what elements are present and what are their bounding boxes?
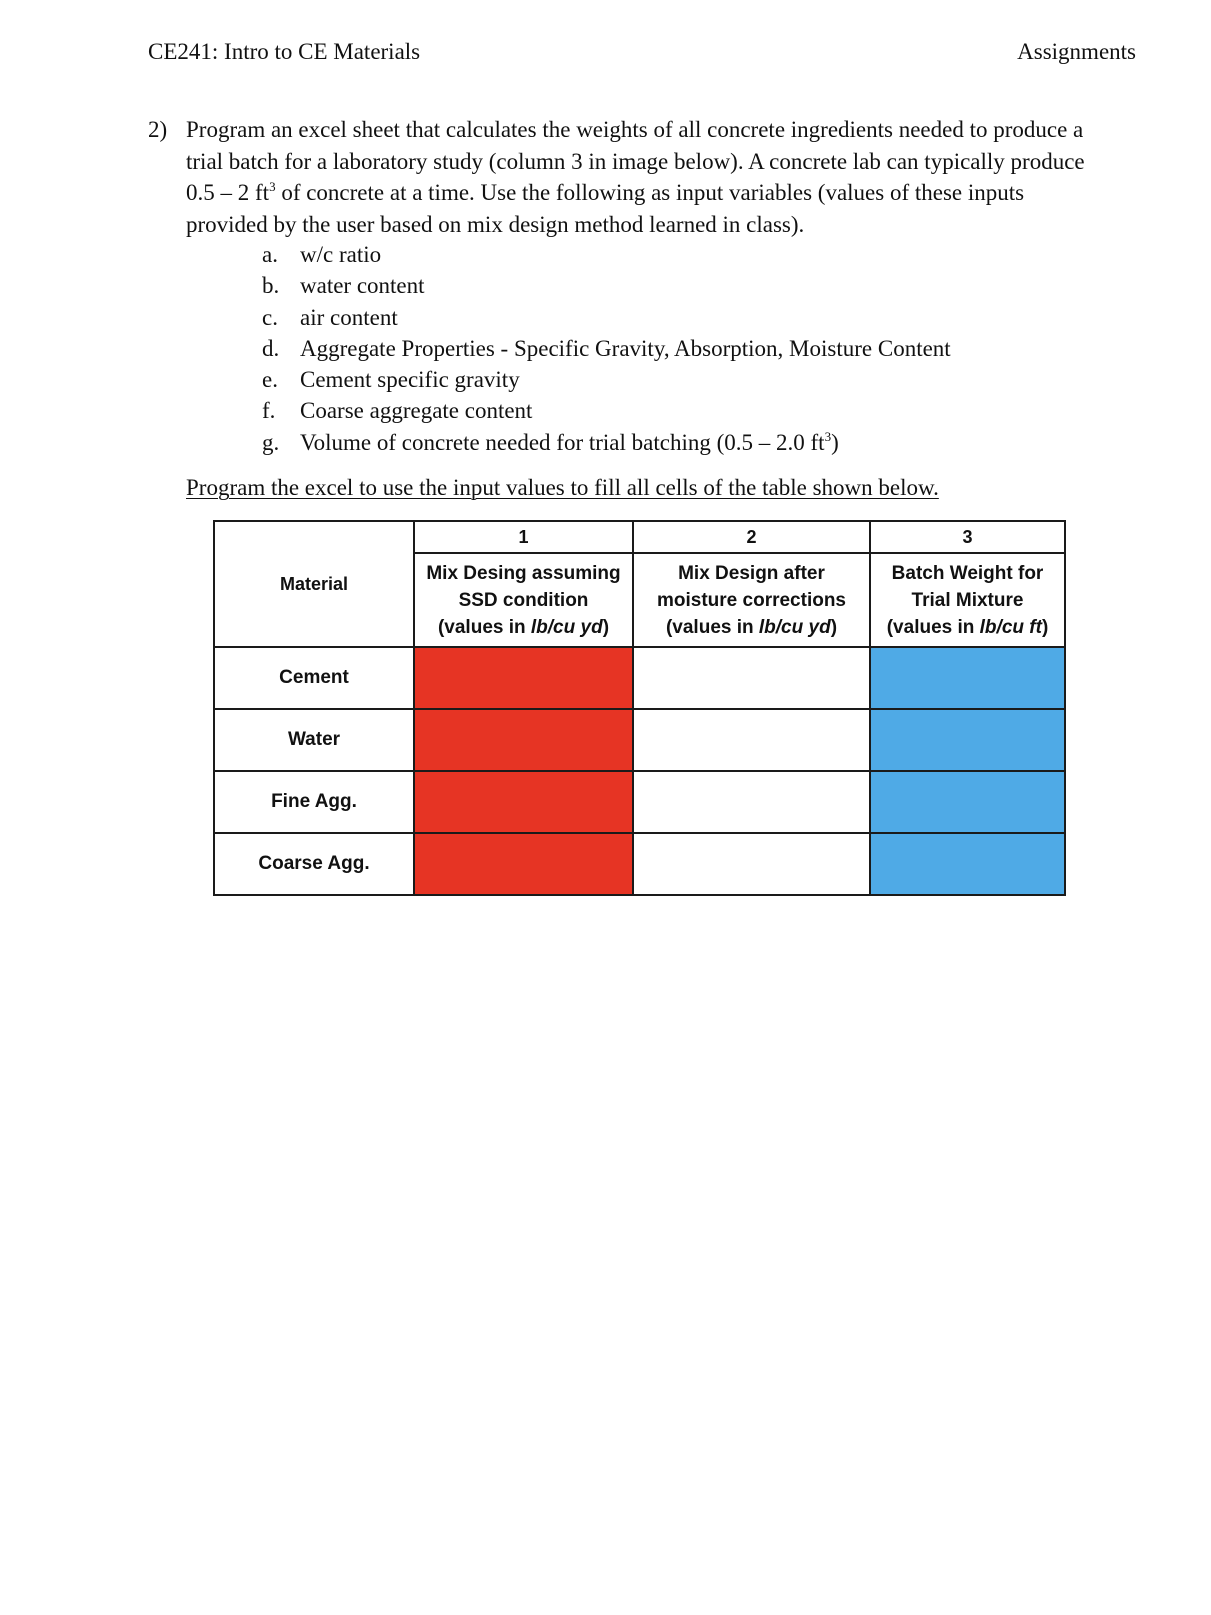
- question-number: 2): [148, 117, 168, 142]
- question-text-part2: of concrete at a time. Use the following as input variables (values of these inputs provided by the user based on mix design method learned in class).: [186, 180, 1025, 237]
- list-item: [262, 364, 951, 395]
- list-item: [262, 333, 951, 364]
- question-text: [186, 114, 1091, 240]
- material-cell: Fine Agg.: [214, 771, 414, 833]
- list-letter: c.: [262, 304, 278, 330]
- list-letter: d.: [262, 335, 280, 361]
- list-label: Cement specific gravity: [300, 367, 520, 393]
- list-letter: f.: [262, 398, 276, 424]
- list-label: Coarse aggregate content: [300, 398, 533, 424]
- ssd-value-cell: [414, 647, 633, 709]
- superscript: 3: [269, 179, 276, 194]
- column-number-3: 3: [870, 521, 1065, 553]
- batch-value-cell: [870, 709, 1065, 771]
- list-item: [262, 270, 951, 301]
- course-title: CE241: Intro to CE Materials: [148, 39, 421, 64]
- table-row: [214, 771, 1065, 833]
- column-number-1: 1: [414, 521, 633, 553]
- list-letter: g.: [262, 429, 280, 455]
- section-title: Assignments: [1017, 39, 1136, 64]
- corrected-value-cell: [633, 709, 870, 771]
- list-item: [262, 239, 951, 270]
- question-text-part1: Program an excel sheet that calculates the weights of all concrete ingredients needed to produce a trial batch for a laboratory study (column 3 in image below). A concrete lab can typically produce 0.5 – 2 ft: [186, 117, 1085, 205]
- list-item: [262, 395, 951, 426]
- list-letter: a.: [262, 242, 278, 267]
- table-row: [214, 647, 1065, 709]
- column-header-batch-weight: Batch Weight for Trial Mixture (values in lb/cu ft): [870, 553, 1065, 647]
- ssd-value-cell: [414, 771, 633, 833]
- instruction-text: Program the excel to use the input values to fill all cells of the table shown below.: [186, 475, 939, 500]
- ssd-value-cell: [414, 709, 633, 771]
- list-label: Aggregate Properties - Specific Gravity, Absorption, Moisture Content: [300, 335, 951, 361]
- corrected-value-cell: [633, 771, 870, 833]
- list-label: water content: [300, 273, 425, 299]
- superscript: 3: [824, 428, 832, 444]
- input-variable-list: [262, 239, 951, 458]
- material-cell: Cement: [214, 647, 414, 709]
- material-header: Material: [214, 521, 414, 647]
- table-row: [214, 709, 1065, 771]
- material-cell: Coarse Agg.: [214, 833, 414, 895]
- list-label: Volume of concrete needed for trial batching (0.5 – 2.0 $ft^3$): [300, 428, 839, 455]
- ssd-value-cell: [414, 833, 633, 895]
- list-label: air content: [300, 304, 398, 330]
- column-number-2: 2: [633, 521, 870, 553]
- list-letter: e.: [262, 367, 278, 393]
- column-header-ssd: Mix Desing assuming SSD condition (values in lb/cu yd): [414, 553, 633, 647]
- corrected-value-cell: [633, 833, 870, 895]
- list-label: w/c ratio: [300, 242, 382, 267]
- mix-design-table: [213, 520, 1066, 896]
- question-2: [148, 114, 1108, 240]
- batch-value-cell: [870, 833, 1065, 895]
- batch-value-cell: [870, 647, 1065, 709]
- list-item: [262, 427, 951, 458]
- corrected-value-cell: [633, 647, 870, 709]
- table-row: [214, 833, 1065, 895]
- batch-value-cell: [870, 771, 1065, 833]
- list-item: [262, 302, 951, 333]
- column-header-moisture-corrected: Mix Design after moisture corrections (values in lb/cu yd): [633, 553, 870, 647]
- material-cell: Water: [214, 709, 414, 771]
- list-letter: b.: [262, 273, 280, 299]
